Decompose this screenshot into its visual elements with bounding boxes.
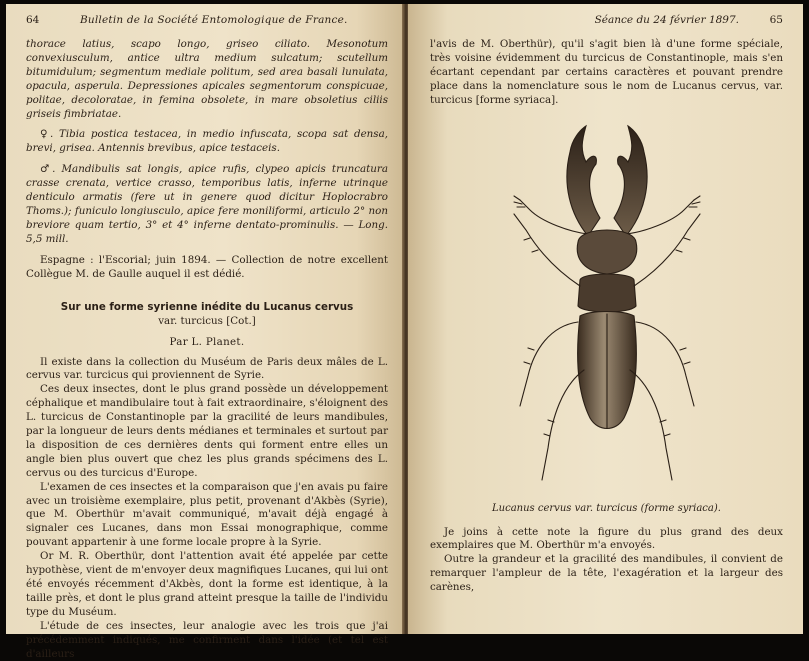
locality-note: Espagne : l'Escorial; juin 1894. — Collection de notre excellent Collègue M. de Gaulle auquel il est dédié. — [26, 253, 388, 280]
right-running-title: Séance du 24 février 1897. — [594, 14, 739, 26]
body-paragraph: Je joins à cette note la figure du plus grand des deux exemplaires que M. Oberthür m'a envoyés. — [430, 525, 783, 552]
right-page-number: 65 — [769, 14, 783, 26]
figure-caption: Lucanus cervus var. turcicus (forme syriaca). — [492, 502, 721, 514]
stag-beetle-illustration — [430, 114, 783, 499]
right-running-head — [430, 14, 783, 32]
left-page — [6, 4, 404, 660]
latin-description-female: ♀. Tibia postica testacea, in medio infuscata, scopa sat densa, brevi, grisea. Antennis brevibus, apice testaceis. — [26, 128, 388, 155]
latin-description-1: thorace latius, scapo longo, griseo ciliato. Mesonotum convexiusculum, antice ultra medium sulcatum; scutellum bitumidulum; segmentum mediale politum, sed area basali lunulata, opacula, asperula. Depressiones apicales segmentorum conspicuae, politae, decoloratae, in femina obsolete, in mare obsoletius ciliis griseis fimbriatae. — [26, 38, 388, 120]
body-paragraph: Il existe dans la collection du Muséum de Paris deux mâles de L. cervus var. turcicus qui proviennent de Syrie. — [26, 355, 388, 382]
latin-description-male: ♂. Mandibulis sat longis, apice rufis, clypeo apicis truncatura crasse crenata, vertice crasso, temporibus latis, inferne utrinque denticulo armatis (fere ut in genere quod dicitur Hoplocrabro Thoms.); funiculo longiusculo, apice fere moniliformi, articulo 2° non breviore quam tertio, 3° et 4° inferne dentato-prominulis. — Long. 5,5 mill. — [26, 163, 388, 245]
body-paragraph: L'étude de ces insectes, leur analogie avec les trois que j'ai précédemment indiqués, me confirment dans l'idée (et tel est d'ailleurs — [26, 619, 388, 660]
body-paragraph: Or M. R. Oberthür, dont l'attention avait été appelée par cette hypothèse, vient de m'envoyer deux magnifiques Lucanes, qui lui ont été envoyés récemment d'Akbès, dont la forme est identique, à la taille près, et dont le plus grand atteint presque la taille de l'individu type du Muséum. — [26, 550, 388, 618]
article-heading: Sur une forme syrienne inédite du Lucanus cervus — [60, 300, 354, 313]
left-running-title: Bulletin de la Société Entomologique de France. — [80, 14, 348, 26]
continuation-paragraph: l'avis de M. Oberthür), qu'il s'agit bien là d'une forme spéciale, très voisine évidemment du turcicus de Constantinople, mais s'en écartant cependant par certains caractères et pouvant prendre place dans la nomenclature sous le nom de Lucanus cervus, var. turcicus [forme syriaca]. — [430, 38, 783, 106]
body-paragraph: L'examen de ces insectes et la comparaison que j'en avais pu faire avec un troisième exemplaire, plus petit, provenant d'Akbès (Syrie), que M. Oberthür m'avait communiqué, m'avait déjà engagé à signaler ces Lucanes, dans mon Essai monographique, comme pouvant appartenir à une forme locale propre à la Syrie. — [26, 480, 388, 549]
right-page — [408, 4, 803, 634]
body-paragraph: Outre la grandeur et la gracilité des mandibules, il convient de remarquer l'ampleur de la tête, l'exagération et la largeur des carènes, — [430, 553, 783, 594]
book-spread — [6, 4, 803, 660]
left-page-number: 64 — [26, 14, 40, 26]
body-paragraph: Ces deux insectes, dont le plus grand possède un développement céphalique et mandibulaire tout à fait extraordinaire, s'éloignent des L. turcicus de Constantinople par la gracilité de leurs mandibules, par la longueur de leurs dents médianes et terminales et surtout par la disposition de ces dernières dents qui forment entre elles un angle bien plus ouvert que chez les plus grands spécimens des L. cervus ou des turcicus d'Europe. — [26, 383, 388, 479]
article-author: Par L. Planet. — [169, 335, 245, 348]
beetle-figure — [430, 114, 783, 499]
left-running-head — [26, 14, 388, 32]
article-heading-2: var. turcicus [Cot.] — [158, 314, 256, 327]
